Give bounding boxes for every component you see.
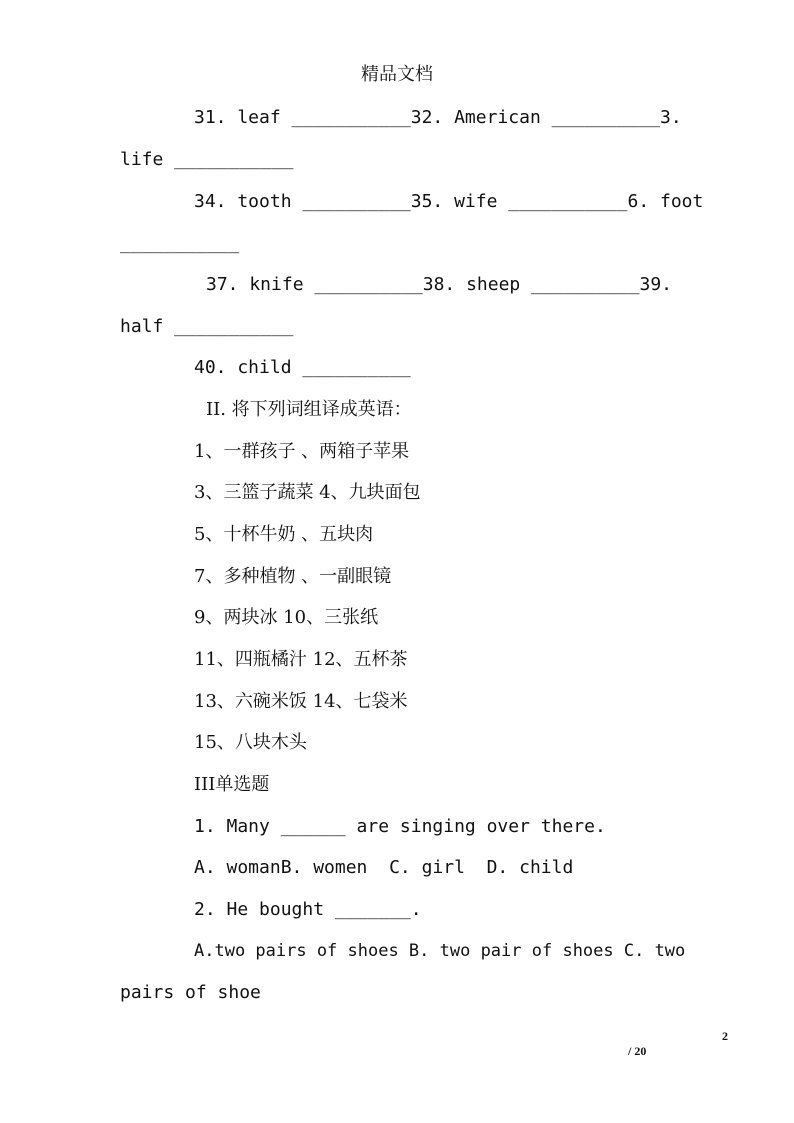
phrase-line: 15、八块木头: [194, 732, 307, 753]
section-heading-translate: II. 将下列词组译成英语：: [206, 399, 412, 420]
phrase-line: 1、一群孩子 、两箱子苹果: [194, 441, 410, 462]
question-2-options-continuation: pairs of shoe: [120, 982, 261, 1003]
exercise-line-continuation: life ___________: [120, 149, 294, 170]
section-heading-choice: III单选题: [194, 774, 270, 795]
phrase-line: 7、多种植物 、一副眼镜: [194, 566, 392, 587]
exercise-line-37-39: 37. knife __________38. sheep __________39.: [206, 274, 672, 295]
question-2-options: A.two pairs of shoes B. two pair of shoes C. two: [194, 941, 686, 961]
phrase-line: 9、两块冰 10、三张纸: [194, 607, 379, 628]
question-2: 2. He bought _______.: [194, 899, 422, 920]
question-1-options: A. womanB. women C. girl D. child: [194, 857, 574, 878]
exercise-line-continuation: ___________: [120, 233, 240, 254]
phrase-line: 13、六碗米饭 14、七袋米: [194, 691, 408, 712]
phrase-line: 11、四瓶橘汁 12、五杯茶: [194, 649, 408, 670]
exercise-line-31-33: 31. leaf ___________32. American __________3.: [194, 107, 682, 128]
exercise-line-continuation: half ___________: [120, 316, 294, 337]
phrase-line: 3、三篮子蔬菜 4、九块面包: [194, 482, 421, 503]
page-number: 2: [722, 1029, 728, 1043]
exercise-line-34-36: 34. tooth __________35. wife ___________6. foot: [194, 191, 704, 212]
document-header: 精品文档: [361, 64, 433, 85]
question-1: 1. Many ______ are singing over there.: [194, 816, 606, 837]
page-total: / 20: [628, 1044, 647, 1058]
exercise-line-40: 40. child __________: [194, 357, 411, 378]
phrase-line: 5、十杯牛奶 、五块肉: [194, 524, 374, 545]
